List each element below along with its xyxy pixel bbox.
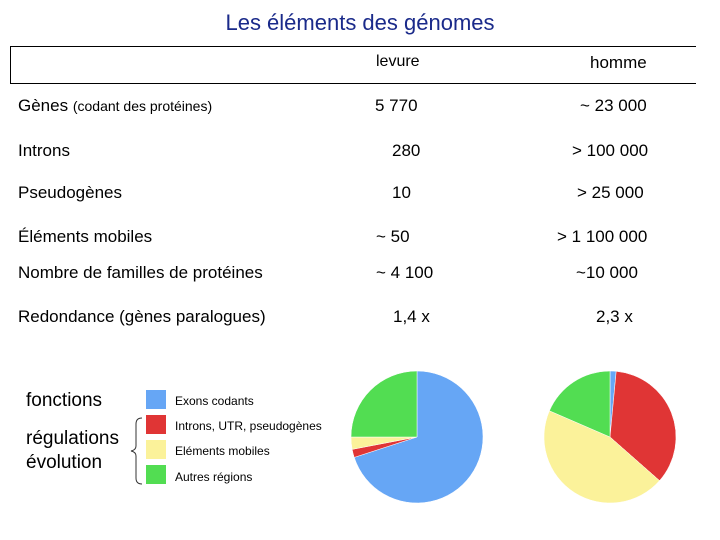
side-label-regulations: régulations	[26, 428, 119, 449]
cell-pseudogenes-levure: 10	[392, 183, 411, 202]
column-header-homme: homme	[590, 53, 647, 72]
cell-familles-homme: ~10 000	[576, 263, 638, 282]
cell-familles-levure: ~ 4 100	[376, 263, 434, 282]
row-label-familles: Nombre de familles de protéines	[18, 263, 263, 282]
legend-label-exons: Exons codants	[175, 394, 254, 408]
legend-swatch-elements-mobiles	[146, 440, 166, 459]
row-label-note: (codant des protéines)	[72, 98, 213, 114]
legend-swatch-autres	[146, 465, 166, 484]
legend-swatch-exons	[146, 390, 166, 409]
cell-introns-homme: > 100 000	[572, 141, 649, 160]
cell-elements-mobiles-levure: ~ 50	[376, 227, 410, 246]
cell-redondance-levure: 1,4 x	[393, 307, 430, 326]
pie-chart-homme	[544, 371, 676, 503]
page-title: Les éléments des génomes	[225, 10, 495, 35]
legend-label-introns: Introns, UTR, pseudogènes	[175, 419, 322, 433]
pie-chart-levure	[351, 371, 483, 503]
cell-elements-mobiles-homme: > 1 100 000	[557, 227, 648, 246]
row-label-text: Gènes	[18, 96, 69, 115]
row-label-elements-mobiles: Éléments mobiles	[18, 227, 153, 246]
row-label-redondance: Redondance (gènes paralogues)	[18, 307, 266, 326]
row-label-introns: Introns	[18, 141, 70, 160]
pie-slice-levure-autres	[351, 371, 417, 437]
legend-label-autres: Autres régions	[175, 470, 253, 484]
curly-brace	[131, 418, 142, 484]
cell-genes-levure: 5 770	[375, 96, 418, 115]
row-label-pseudogenes: Pseudogènes	[18, 183, 122, 202]
cell-introns-levure: 280	[392, 141, 421, 160]
legend-label-elements-mobiles: Eléments mobiles	[175, 444, 270, 458]
cell-pseudogenes-homme: > 25 000	[577, 183, 644, 202]
cell-redondance-homme: 2,3 x	[596, 307, 633, 326]
side-label-evolution: évolution	[26, 452, 103, 473]
cell-genes-homme: ~ 23 000	[580, 96, 647, 115]
column-header-levure: levure	[376, 53, 420, 70]
side-label-fonctions: fonctions	[26, 390, 103, 411]
legend-swatch-introns	[146, 415, 166, 434]
